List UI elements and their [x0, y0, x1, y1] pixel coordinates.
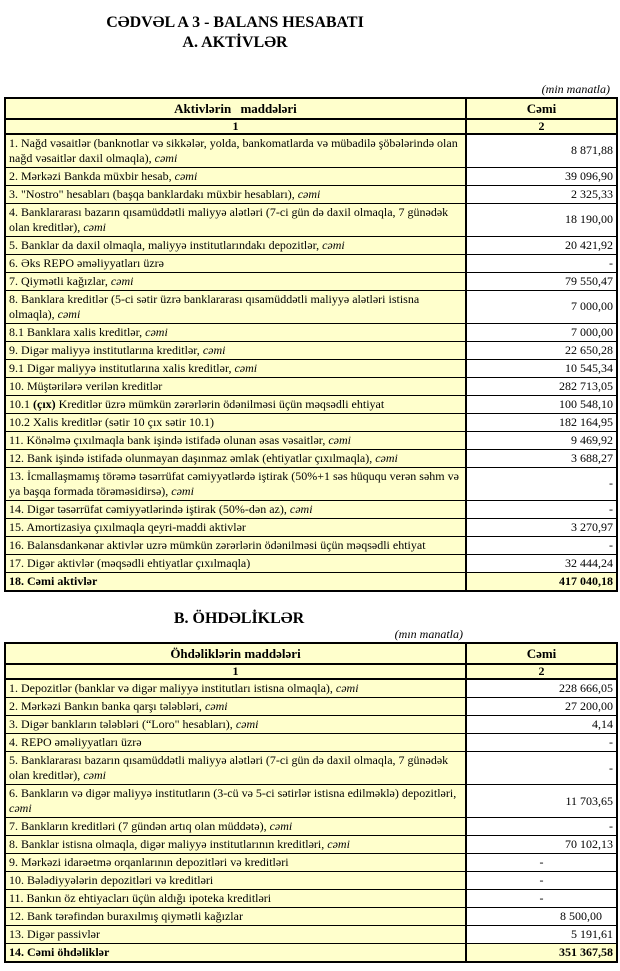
row-label: 17. Digər aktivlər (məqsədli ehtiyatlar çıxılmaqla) — [5, 554, 466, 572]
row-value: 3 688,27 — [466, 449, 617, 467]
row-value: - — [466, 254, 617, 272]
table-row — [5, 431, 617, 449]
table-row — [5, 500, 617, 518]
table-row — [5, 236, 617, 254]
row-value: 18 190,00 — [466, 203, 617, 236]
row-value: - — [466, 872, 617, 890]
row-value: 32 444,24 — [466, 554, 617, 572]
table-row — [5, 926, 617, 944]
row-value: 3 270,97 — [466, 518, 617, 536]
row-label: 18. Cəmi aktivlər — [5, 572, 466, 591]
liabilities-table-body — [5, 679, 617, 962]
table-row — [5, 449, 617, 467]
table-row — [5, 536, 617, 554]
row-label: 10. Müştərilərə verilən kreditlər — [5, 377, 466, 395]
row-label: 11. Bankın öz ehtiyacları üçün aldığı ipoteka kreditləri — [5, 890, 466, 908]
row-value: 182 164,95 — [466, 413, 617, 431]
row-value: 8 871,88 — [466, 134, 617, 168]
table-row — [5, 254, 617, 272]
report-title: CƏDVƏL A 3 - BALANS HESABATI — [106, 14, 364, 31]
table-row — [5, 836, 617, 854]
table-row — [5, 341, 617, 359]
assets-colnum-1: 1 — [5, 119, 466, 134]
row-value: - — [466, 890, 617, 908]
row-label: 12. Bank tərəfindən buraxılmış qiymətli kağızlar — [5, 908, 466, 926]
table-row — [5, 518, 617, 536]
liabilities-colnum-1: 1 — [5, 664, 466, 679]
row-value: 4,14 — [466, 716, 617, 734]
table-row — [5, 872, 617, 890]
row-label: 1. Nağd vəsaitlər (banknotlar və sikkələr, yolda, bankomatlarda və mübadilə şöbələrində olan nağd vəsaitlər daxil olmaqla), cəmi — [5, 134, 466, 168]
row-value: 417 040,18 — [466, 572, 617, 591]
table-row — [5, 134, 617, 168]
row-value: 8 500,00 — [466, 908, 617, 926]
row-label: 8. Banklara kreditlər (5-ci sətir üzrə banklararası qısamüddətli maliyyə alətləri istisna olmaqla), cəmi — [5, 290, 466, 323]
liabilities-table — [4, 642, 618, 963]
row-label: 13. Digər passivlər — [5, 926, 466, 944]
row-value: - — [466, 854, 617, 872]
row-label: 10.1 (çıx) Kreditlər üzrə mümkün zərərlərin ödənilməsi üçün məqsədli ehtiyat — [5, 395, 466, 413]
assets-colnum-row — [5, 119, 617, 134]
row-value: 39 096,90 — [466, 167, 617, 185]
row-label: 6. Əks REPO əməliyyatları üzrə — [5, 254, 466, 272]
assets-table — [4, 97, 618, 592]
row-value: - — [466, 500, 617, 518]
table-row — [5, 785, 617, 818]
table-row — [5, 359, 617, 377]
row-value: 7 000,00 — [466, 290, 617, 323]
row-value: - — [466, 734, 617, 752]
assets-colnum-2: 2 — [466, 119, 617, 134]
row-value: 20 421,92 — [466, 236, 617, 254]
row-label: 4. Banklararası bazarın qısamüddətli maliyyə alətləri (7-ci gün də daxil olmaqla, 7 günədək olan kreditlər), cəmi — [5, 203, 466, 236]
table-row — [5, 377, 617, 395]
table-row — [5, 323, 617, 341]
row-label: 2. Mərkəzi Bankın banka qarşı tələbləri, cəmi — [5, 698, 466, 716]
row-value: 27 200,00 — [466, 698, 617, 716]
table-row — [5, 272, 617, 290]
table-row — [5, 290, 617, 323]
table-row — [5, 554, 617, 572]
row-label: 6. Bankların və digər maliyyə institutların (3-cü və 5-ci sətirlər istisna edilməklə) depozitləri, cəmi — [5, 785, 466, 818]
table-row — [5, 395, 617, 413]
section-b-title: B. ÖHDƏLİKLƏR — [173, 609, 305, 627]
table-row — [5, 572, 617, 591]
table-row — [5, 698, 617, 716]
row-label: 9. Digər maliyyə institutlarına kreditlər, cəmi — [5, 341, 466, 359]
table-row — [5, 716, 617, 734]
row-label: 10.2 Xalis kreditlər (sətir 10 çıx sətir 10.1) — [5, 413, 466, 431]
table-row — [5, 890, 617, 908]
row-value: 22 650,28 — [466, 341, 617, 359]
table-row — [5, 734, 617, 752]
row-value: - — [466, 467, 617, 500]
row-label: 14. Cəmi öhdəliklər — [5, 944, 466, 963]
row-value: 70 102,13 — [466, 836, 617, 854]
row-label: 9. Mərkəzi idarəetmə orqanlarının depozitləri və kreditləri — [5, 854, 466, 872]
row-label: 14. Digər təsərrüfat cəmiyyətlərində iştirak (50%-dən az), cəmi — [5, 500, 466, 518]
table-row — [5, 752, 617, 785]
assets-table-body — [5, 134, 617, 591]
assets-header-label: Aktivlərin maddələri — [5, 98, 466, 119]
row-value: - — [466, 536, 617, 554]
row-label: 3. Digər bankların tələbləri (“Loro" hesabları), cəmi — [5, 716, 466, 734]
row-label: 15. Amortizasiya çıxılmaqla qeyri-maddi aktivlər — [5, 518, 466, 536]
table-row — [5, 818, 617, 836]
report-title-block — [0, 0, 470, 54]
row-label: 1. Depozitlər (banklar və digər maliyyə institutları istisna olmaqla), cəmi — [5, 679, 466, 698]
table-row — [5, 185, 617, 203]
row-label: 13. İcmallaşmamış törəmə təsərrüfat cəmiyyətlərdə iştirak (50%+1 səs hüququ verən səhm və ya başqa formada törəməsidirsə), cəmi — [5, 467, 466, 500]
row-value: 282 713,05 — [466, 377, 617, 395]
table-row — [5, 413, 617, 431]
row-label: 4. REPO əməliyyatları üzrə — [5, 734, 466, 752]
row-value: 351 367,58 — [466, 944, 617, 963]
row-label: 10. Bələdiyyələrin depozitləri və kreditləri — [5, 872, 466, 890]
assets-header-total: Cəmi — [466, 98, 617, 119]
table-row — [5, 467, 617, 500]
row-label: 11. Könəlmə çıxılmaqla bank işində istifadə olunan əsas vəsaitlər, cəmi — [5, 431, 466, 449]
table-row — [5, 908, 617, 926]
row-value: 7 000,00 — [466, 323, 617, 341]
row-value: 79 550,47 — [466, 272, 617, 290]
row-value: 228 666,05 — [466, 679, 617, 698]
row-label: 9.1 Digər maliyyə institutlarına xalis kreditlər, cəmi — [5, 359, 466, 377]
row-label: 8. Banklar istisna olmaqla, digər maliyyə institutlarının kreditləri, cəmi — [5, 836, 466, 854]
row-value: 11 703,65 — [466, 785, 617, 818]
row-label: 5. Banklararası bazarın qısamüddətli maliyyə alətləri (7-ci gün də daxil olmaqla, 7 günədək olan kreditlər), cəmi — [5, 752, 466, 785]
row-label: 5. Banklar da daxil olmaqla, maliyyə institutlarındakı depozitlər, cəmi — [5, 236, 466, 254]
row-label: 7. Qiymətli kağızlar, cəmi — [5, 272, 466, 290]
table-row — [5, 167, 617, 185]
liabilities-colnum-2: 2 — [466, 664, 617, 679]
table-row — [5, 854, 617, 872]
table-row — [5, 203, 617, 236]
unit-note-assets: (min manatla) — [541, 81, 610, 96]
liabilities-colnum-row — [5, 664, 617, 679]
row-value: 10 545,34 — [466, 359, 617, 377]
table-row — [5, 944, 617, 963]
assets-header-row — [5, 98, 617, 119]
row-value: - — [466, 818, 617, 836]
row-label: 8.1 Banklara xalis kreditlər, cəmi — [5, 323, 466, 341]
liabilities-header-label: Öhdəliklərin maddələri — [5, 643, 466, 664]
row-label: 2. Mərkəzi Bankda müxbir hesab, cəmi — [5, 167, 466, 185]
liabilities-header-row — [5, 643, 617, 664]
row-value: 2 325,33 — [466, 185, 617, 203]
table-row — [5, 679, 617, 698]
row-value: 100 548,10 — [466, 395, 617, 413]
row-value: 9 469,92 — [466, 431, 617, 449]
unit-note-liabilities: (mın manatla) — [394, 627, 463, 642]
row-label: 12. Bank işində istifadə olunmayan daşınmaz əmlak (ehtiyatlar çıxılmaqla), cəmi — [5, 449, 466, 467]
section-a-title: A. AKTİVLƏR — [182, 34, 288, 52]
row-label: 16. Balansdankənar aktivlər uzrə mümkün zərərlərin ödənilməsi üçün məqsədli ehtiyat — [5, 536, 466, 554]
row-label: 3. "Nostro" hesabları (başqa banklardakı müxbir hesabları), cəmi — [5, 185, 466, 203]
row-value: - — [466, 752, 617, 785]
liabilities-header-total: Cəmi — [466, 643, 617, 664]
row-label: 7. Bankların kreditləri (7 gündən artıq olan müddətə), cəmi — [5, 818, 466, 836]
row-value: 5 191,61 — [466, 926, 617, 944]
